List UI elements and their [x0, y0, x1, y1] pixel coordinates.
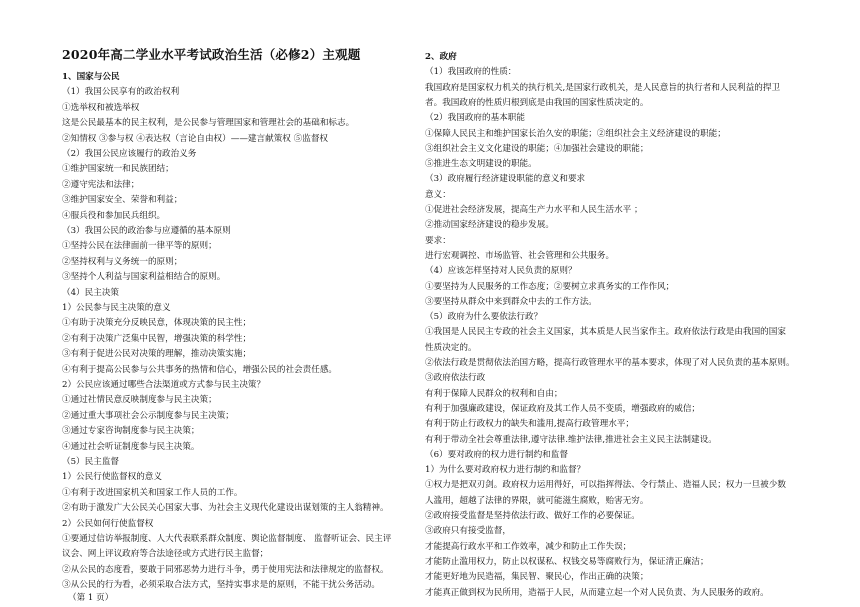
text-line: 2）公民如何行使监督权: [62, 518, 154, 529]
text-line: 1）公民参与民主决策的意义: [62, 303, 171, 313]
text-line: 才能提高行政水平和工作效率，减少和防止工作失误；: [425, 541, 632, 552]
text-line: 1）公民行使监督权的意义: [62, 472, 162, 483]
page-number: （第 1 页）: [68, 593, 114, 603]
page-title: 2020年高二学业水平考试政治生活（必修2）主观题: [62, 47, 361, 62]
text-line: ②知情权 ③参与权 ④表达权（言论自由权）——建言献策权 ⑤监督权: [62, 133, 329, 144]
text-line: ①坚持公民在法律面前一律平等的原则；: [62, 241, 217, 252]
text-line: （1）我国政府的性质：: [425, 67, 517, 78]
text-line: ①促进社会经济发展，提高生产力水平和人民生活水平 ；: [425, 205, 643, 215]
section-heading: 1、国家与公民: [62, 72, 120, 82]
text-line: ③有利于促进公民对决策的理解，推动决策实施；: [62, 349, 252, 360]
text-line: ①我国是人民民主专政的社会主义国家，其本质是人民当家作主。政府依法行政是由我国的国家: [425, 327, 786, 338]
text-line: ①保障人民民主和维护国家长治久安的职能；②组织社会主义经济建设的职能；: [425, 128, 726, 139]
text-line: 才能更好地为民造福，集民智、聚民心，作出正确的决策；: [425, 572, 649, 583]
text-line: ①要坚持为人民服务的工作态度；②要树立求真务实的工作作风；: [425, 281, 675, 292]
text-line: ①有助于决策充分反映民意，体现决策的民主性；: [62, 318, 252, 329]
text-line: 有利于防止行政权力的缺失和滥用,提高行政管理水平；: [425, 419, 634, 430]
text-line: （2）我国政府的基本职能: [425, 113, 525, 124]
text-line: （5）政府为什么要依法行政？: [425, 312, 543, 323]
text-line: 有利于带动全社会尊重法律,遵守法律.维护法律,推进社会主义民主法制建设。: [425, 434, 717, 445]
text-line: 1）为什么要对政府权力进行制约和监督？: [425, 465, 586, 476]
text-line: ①维护国家统一和民族团结；: [62, 164, 174, 175]
text-line: ③从公民的行为看，必须采取合法方式，坚持实事求是的原则，不能干扰公务活动。: [62, 580, 380, 591]
text-line: ②通过重大事项社会公示制度参与民主决策；: [62, 410, 234, 421]
text-line: ①权力是把双刃剑。政府权力运用得好，可以指挥得法、令行禁止、造福人民；权力一旦被少数: [425, 480, 786, 491]
text-line: ④通过社会听证制度参与民主决策。: [62, 441, 200, 452]
text-line: ②从公民的态度看，要敢于同邪恶势力进行斗争，勇于使用宪法和法律规定的监督权。: [62, 564, 389, 575]
text-line: ③政府依法行政: [425, 373, 486, 384]
text-line: 2）公民应该通过哪些合法渠道或方式参与民主决策？: [62, 380, 266, 390]
text-line: ②有利于决策广泛集中民智，增强决策的科学性；: [62, 333, 252, 344]
text-line: 要求：: [425, 235, 451, 246]
section-heading: 2、政府: [425, 52, 457, 62]
text-line: （5）民主监督: [62, 457, 120, 467]
text-line: （4）应该怎样坚持对人民负责的原则？: [425, 266, 577, 277]
text-line: （3）政府履行经济建设职能的意义和要求: [425, 174, 586, 185]
text-line: ①有利于改进国家机关和国家工作人员的工作。: [62, 487, 243, 498]
text-line: ②有助于激发广大公民关心国家大事、为社会主义现代化建设出谋划策的主人翁精神。: [62, 503, 389, 514]
text-line: ③组织社会主义文化建设的职能；④加强社会建设的职能；: [425, 143, 649, 154]
text-line: 才能真正做到权为民所用，造福于人民，从而建立起一个对人民负责、为人民服务的政府。: [425, 587, 769, 598]
text-line: ②依法行政是贯彻依法治国方略，提高行政管理水平的基本要求，体现了对人民负责的基本原则。: [425, 358, 795, 368]
text-line: ②政府接受监督是坚持依法行政、做好工作的必要保证。: [425, 511, 640, 521]
text-line: ①通过社情民意反映制度参与民主决策；: [62, 395, 217, 406]
text-line: 这是公民最基本的民主权利，是公民参与管理国家和管理社会的基础和标志。: [62, 118, 355, 129]
text-line: （6）要对政府的权力进行制约和监督: [425, 449, 568, 460]
text-line: 意义：: [425, 189, 451, 200]
text-line: ②坚持权利与义务统一的原则；: [62, 256, 183, 267]
text-line: 议会、网上评议政府等合法途径或方式进行民主监督；: [62, 549, 269, 560]
text-line: ③通过专家咨询制度参与民主决策；: [62, 426, 200, 437]
text-line: ⑤推进生态文明建设的职能。: [425, 159, 537, 170]
text-line: ④服兵役和参加民兵组织。: [62, 210, 166, 221]
text-line: ③坚持个人利益与国家利益相结合的原则。: [62, 272, 226, 283]
text-line: 有利于加强廉政建设，保证政府及其工作人员不变质，增强政府的威信；: [425, 403, 701, 414]
text-line: ①要通过信访举报制度、人大代表联系群众制度、舆论监督制度、 监督听证会、民主评: [62, 534, 392, 544]
text-line: （1）我国公民享有的政治权利: [62, 87, 180, 98]
text-line: 我国政府是国家权力机关的执行机关,是国家行政机关，是人民意旨的执行者和人民利益的捍卫: [425, 82, 781, 93]
text-line: ②遵守宪法和法律；: [62, 179, 140, 190]
text-line: 者。我国政府的性质归根到底是由我国的国家性质决定的。: [425, 97, 649, 108]
text-line: ①选举权和被选举权: [62, 102, 140, 113]
text-line: 人滥用，超越了法律的界限，就可能滋生腐败，贻害无穷。: [425, 495, 649, 506]
text-line: ④有利于提高公民参与公共事务的热情和信心，增强公民的社会责任感。: [62, 364, 338, 375]
text-line: （2）我国公民应该履行的政治义务: [62, 149, 197, 159]
text-line: 有利于保障人民群众的权利和自由；: [425, 388, 563, 399]
text-line: ③政府只有接受监督，: [425, 526, 511, 537]
text-line: 进行宏观调控、市场监管、社会管理和公共服务。: [425, 250, 615, 261]
text-line: ②推动国家经济建设的稳步发展。: [425, 220, 554, 231]
text-line: ③要坚持从群众中来到群众中去的工作方法。: [425, 296, 597, 307]
text-line: 才能防止滥用权力，防止以权谋私、权钱交易等腐败行为，保证清正廉洁；: [425, 556, 709, 567]
text-line: 性质决定的。: [425, 342, 477, 353]
text-line: （3）我国公民的政治参与应遵循的基本原则: [62, 226, 231, 236]
text-line: （4）民主决策: [62, 287, 120, 298]
text-line: ③维护国家安全、荣誉和利益；: [62, 195, 183, 206]
